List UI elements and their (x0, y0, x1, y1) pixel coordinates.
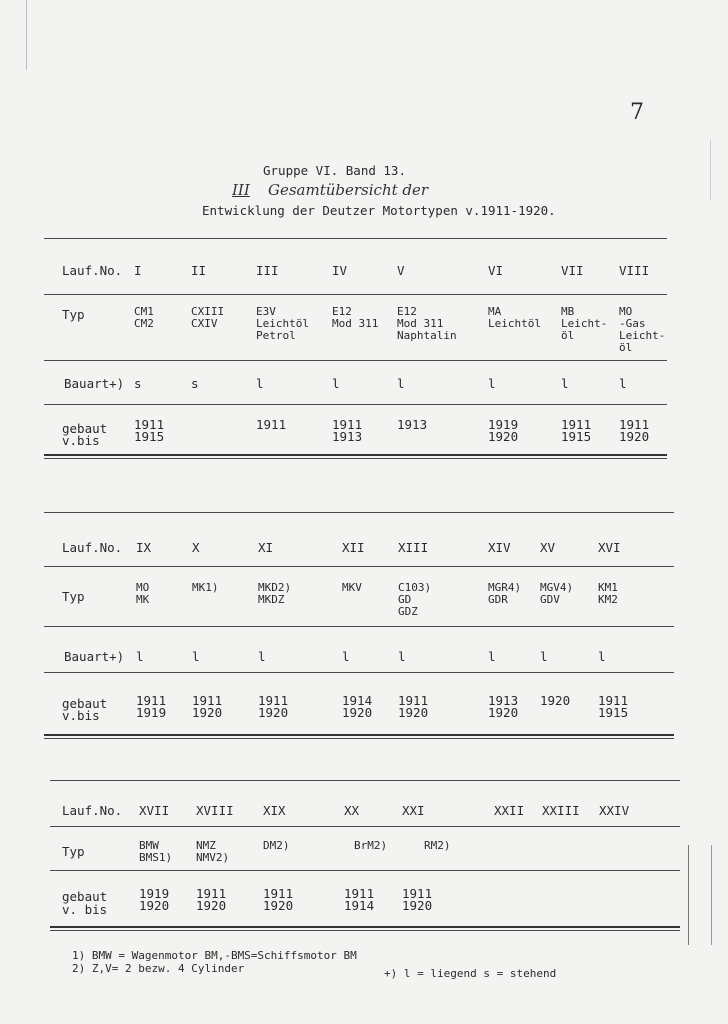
lauf-number: VII (561, 263, 584, 278)
typ-line: Leicht- (619, 329, 666, 342)
gebaut-year: 1911 (598, 693, 629, 708)
gebaut-year: 1915 (561, 429, 592, 444)
lauf-number: X (192, 540, 200, 555)
table2-bottom-rule (44, 738, 674, 739)
binder-clip (688, 845, 712, 945)
footnote-legend: +) l = liegend s = stehend (384, 967, 557, 980)
table1-bauart-label: Bauart+) (64, 376, 125, 391)
table2-rule (44, 566, 674, 567)
typ-line: MA (488, 305, 502, 318)
gebaut-year: 1911 (192, 693, 223, 708)
gebaut-year: 1913 (332, 429, 363, 444)
lauf-number: III (256, 263, 279, 278)
typ-line: GDV (540, 593, 560, 606)
gebaut-year: 1911 (332, 417, 363, 432)
typ-line: GDZ (398, 605, 418, 618)
footnote-1: 1) BMW = Wagenmotor BM,-BMS=Schiffsmotor BM (72, 949, 357, 962)
typ-line: MO (619, 305, 633, 318)
table2-typ-label: Typ (62, 589, 85, 604)
table1-rule (44, 404, 667, 405)
table1-typ-label: Typ (62, 307, 85, 322)
table2-rule (44, 626, 674, 627)
lauf-number: XIX (263, 803, 286, 818)
typ-line: Leichtöl (488, 317, 541, 330)
gebaut-year: 1920 (196, 898, 227, 913)
typ-line: Naphtalin (397, 329, 457, 342)
table2-bauart-label: Bauart+) (64, 649, 125, 664)
typ-line: MO (136, 581, 150, 594)
table2-bottom-rule (44, 734, 674, 736)
typ-line: MGR4) (488, 581, 522, 594)
gebaut-year: 1920 (402, 898, 433, 913)
lauf-number: XI (258, 540, 274, 555)
bauart-value: l (398, 649, 406, 664)
typ-line: -Gas (619, 317, 646, 330)
bauart-value: l (619, 376, 627, 391)
table3-top-rule (50, 780, 680, 781)
table3-rule (50, 826, 680, 827)
group-line: Gruppe VI. Band 13. (263, 163, 406, 178)
lauf-number: VIII (619, 263, 650, 278)
gebaut-year: 1920 (258, 705, 289, 720)
typ-line: Petrol (256, 329, 296, 342)
typ-line: CXIV (191, 317, 218, 330)
table2-bis-label: v.bis (62, 708, 100, 723)
typ-line: Mod 311 (397, 317, 444, 330)
bauart-value: s (134, 376, 142, 391)
lauf-number: XXIII (542, 803, 580, 818)
gebaut-year: 1920 (342, 705, 373, 720)
table1-lauf-label: Lauf.No. (62, 263, 123, 278)
paper-edge-mark (710, 140, 711, 200)
gebaut-year: 1920 (263, 898, 294, 913)
bauart-value: l (332, 376, 340, 391)
table1-bottom-rule (44, 454, 667, 456)
typ-line: Leichtöl (256, 317, 309, 330)
table2-rule (44, 672, 674, 673)
paper-edge-mark (26, 0, 27, 70)
gebaut-year: 1911 (344, 886, 375, 901)
lauf-number: XVIII (196, 803, 234, 818)
lauf-number: XIV (488, 540, 511, 555)
gebaut-year: 1911 (256, 417, 287, 432)
gebaut-year: 1920 (488, 705, 519, 720)
gebaut-year: 1913 (488, 693, 519, 708)
gebaut-year: 1911 (136, 693, 167, 708)
lauf-number: I (134, 263, 142, 278)
lauf-number: XXI (402, 803, 425, 818)
typ-line: GD (398, 593, 412, 606)
handwritten-title: Gesamtübersicht der (268, 181, 429, 199)
gebaut-year: 1914 (342, 693, 373, 708)
table3-bottom-rule (50, 926, 680, 928)
table1-rule (44, 294, 667, 295)
typ-line: BMS1) (139, 851, 173, 864)
typ-line: E3V (256, 305, 276, 318)
gebaut-year: 1911 (398, 693, 429, 708)
lauf-number: XIII (398, 540, 429, 555)
page-number: 7 (630, 100, 644, 125)
bauart-value: l (397, 376, 405, 391)
typ-line: CM1 (134, 305, 154, 318)
typ-line: Leicht- (561, 317, 608, 330)
typ-line: DM2) (263, 839, 290, 852)
typ-line: MK (136, 593, 150, 606)
typ-line: NMV2) (196, 851, 230, 864)
typ-line: MK1) (192, 581, 219, 594)
table3-gebaut-label: gebaut (62, 889, 108, 904)
handwritten-number: III (232, 181, 250, 199)
gebaut-year: 1920 (619, 429, 650, 444)
gebaut-year: 1911 (402, 886, 433, 901)
table1-bis-label: v.bis (62, 433, 100, 448)
typ-line: MKDZ (258, 593, 285, 606)
bauart-value: l (540, 649, 548, 664)
table2-gebaut-label: gebaut (62, 696, 108, 711)
typ-line: BrM2) (354, 839, 388, 852)
lauf-number: IX (136, 540, 152, 555)
typ-line: MGV4) (540, 581, 574, 594)
lauf-number: XVI (598, 540, 621, 555)
table2-lauf-label: Lauf.No. (62, 540, 123, 555)
bauart-value: l (488, 376, 496, 391)
gebaut-year: 1915 (134, 429, 165, 444)
typ-line: öl (619, 341, 633, 354)
typ-line: MKD2) (258, 581, 292, 594)
table1-bottom-rule (44, 458, 667, 459)
bauart-value: l (561, 376, 569, 391)
lauf-number: II (191, 263, 207, 278)
lauf-number: IV (332, 263, 348, 278)
gebaut-year: 1911 (263, 886, 294, 901)
gebaut-year: 1920 (488, 429, 519, 444)
typ-line: öl (561, 329, 575, 342)
gebaut-year: 1915 (598, 705, 629, 720)
subtitle: Entwicklung der Deutzer Motortypen v.1911-1920. (202, 203, 556, 218)
typ-line: MKV (342, 581, 362, 594)
gebaut-year: 1920 (139, 898, 170, 913)
bauart-value: l (598, 649, 606, 664)
bauart-value: l (136, 649, 144, 664)
gebaut-year: 1911 (134, 417, 165, 432)
gebaut-year: 1911 (561, 417, 592, 432)
table3-lauf-label: Lauf.No. (62, 803, 123, 818)
bauart-value: l (256, 376, 264, 391)
typ-line: Mod 311 (332, 317, 379, 330)
typ-line: CXIII (191, 305, 225, 318)
gebaut-year: 1920 (192, 705, 223, 720)
bauart-value: l (488, 649, 496, 664)
lauf-number: XXII (494, 803, 525, 818)
gebaut-year: 1919 (136, 705, 167, 720)
gebaut-year: 1913 (397, 417, 428, 432)
typ-line: NMZ (196, 839, 216, 852)
gebaut-year: 1919 (488, 417, 519, 432)
table1-top-rule (44, 238, 667, 239)
table3-rule (50, 870, 680, 871)
lauf-number: XV (540, 540, 556, 555)
typ-line: MB (561, 305, 575, 318)
gebaut-year: 1911 (196, 886, 227, 901)
typ-line: E12 (397, 305, 417, 318)
typ-line: KM2 (598, 593, 618, 606)
typ-line: BMW (139, 839, 159, 852)
typ-line: GDR (488, 593, 508, 606)
bauart-value: s (191, 376, 199, 391)
gebaut-year: 1911 (258, 693, 289, 708)
gebaut-year: 1911 (619, 417, 650, 432)
lauf-number: V (397, 263, 405, 278)
lauf-number: XX (344, 803, 360, 818)
lauf-number: VI (488, 263, 504, 278)
bauart-value: l (258, 649, 266, 664)
table2-top-rule (44, 512, 674, 513)
table3-bis-label: v. bis (62, 902, 108, 917)
typ-line: RM2) (424, 839, 451, 852)
table3-bottom-rule (50, 930, 680, 931)
lauf-number: XVII (139, 803, 170, 818)
footnote-2: 2) Z,V= 2 bezw. 4 Cylinder (72, 962, 245, 975)
gebaut-year: 1920 (540, 693, 571, 708)
bauart-value: l (342, 649, 350, 664)
typ-line: CM2 (134, 317, 154, 330)
table1-rule (44, 360, 667, 361)
table1-gebaut-label: gebaut (62, 421, 108, 436)
typ-line: KM1 (598, 581, 618, 594)
gebaut-year: 1919 (139, 886, 170, 901)
gebaut-year: 1914 (344, 898, 375, 913)
typ-line: C103) (398, 581, 432, 594)
table3-typ-label: Typ (62, 844, 85, 859)
gebaut-year: 1920 (398, 705, 429, 720)
lauf-number: XII (342, 540, 365, 555)
typ-line: E12 (332, 305, 352, 318)
lauf-number: XXIV (599, 803, 630, 818)
bauart-value: l (192, 649, 200, 664)
